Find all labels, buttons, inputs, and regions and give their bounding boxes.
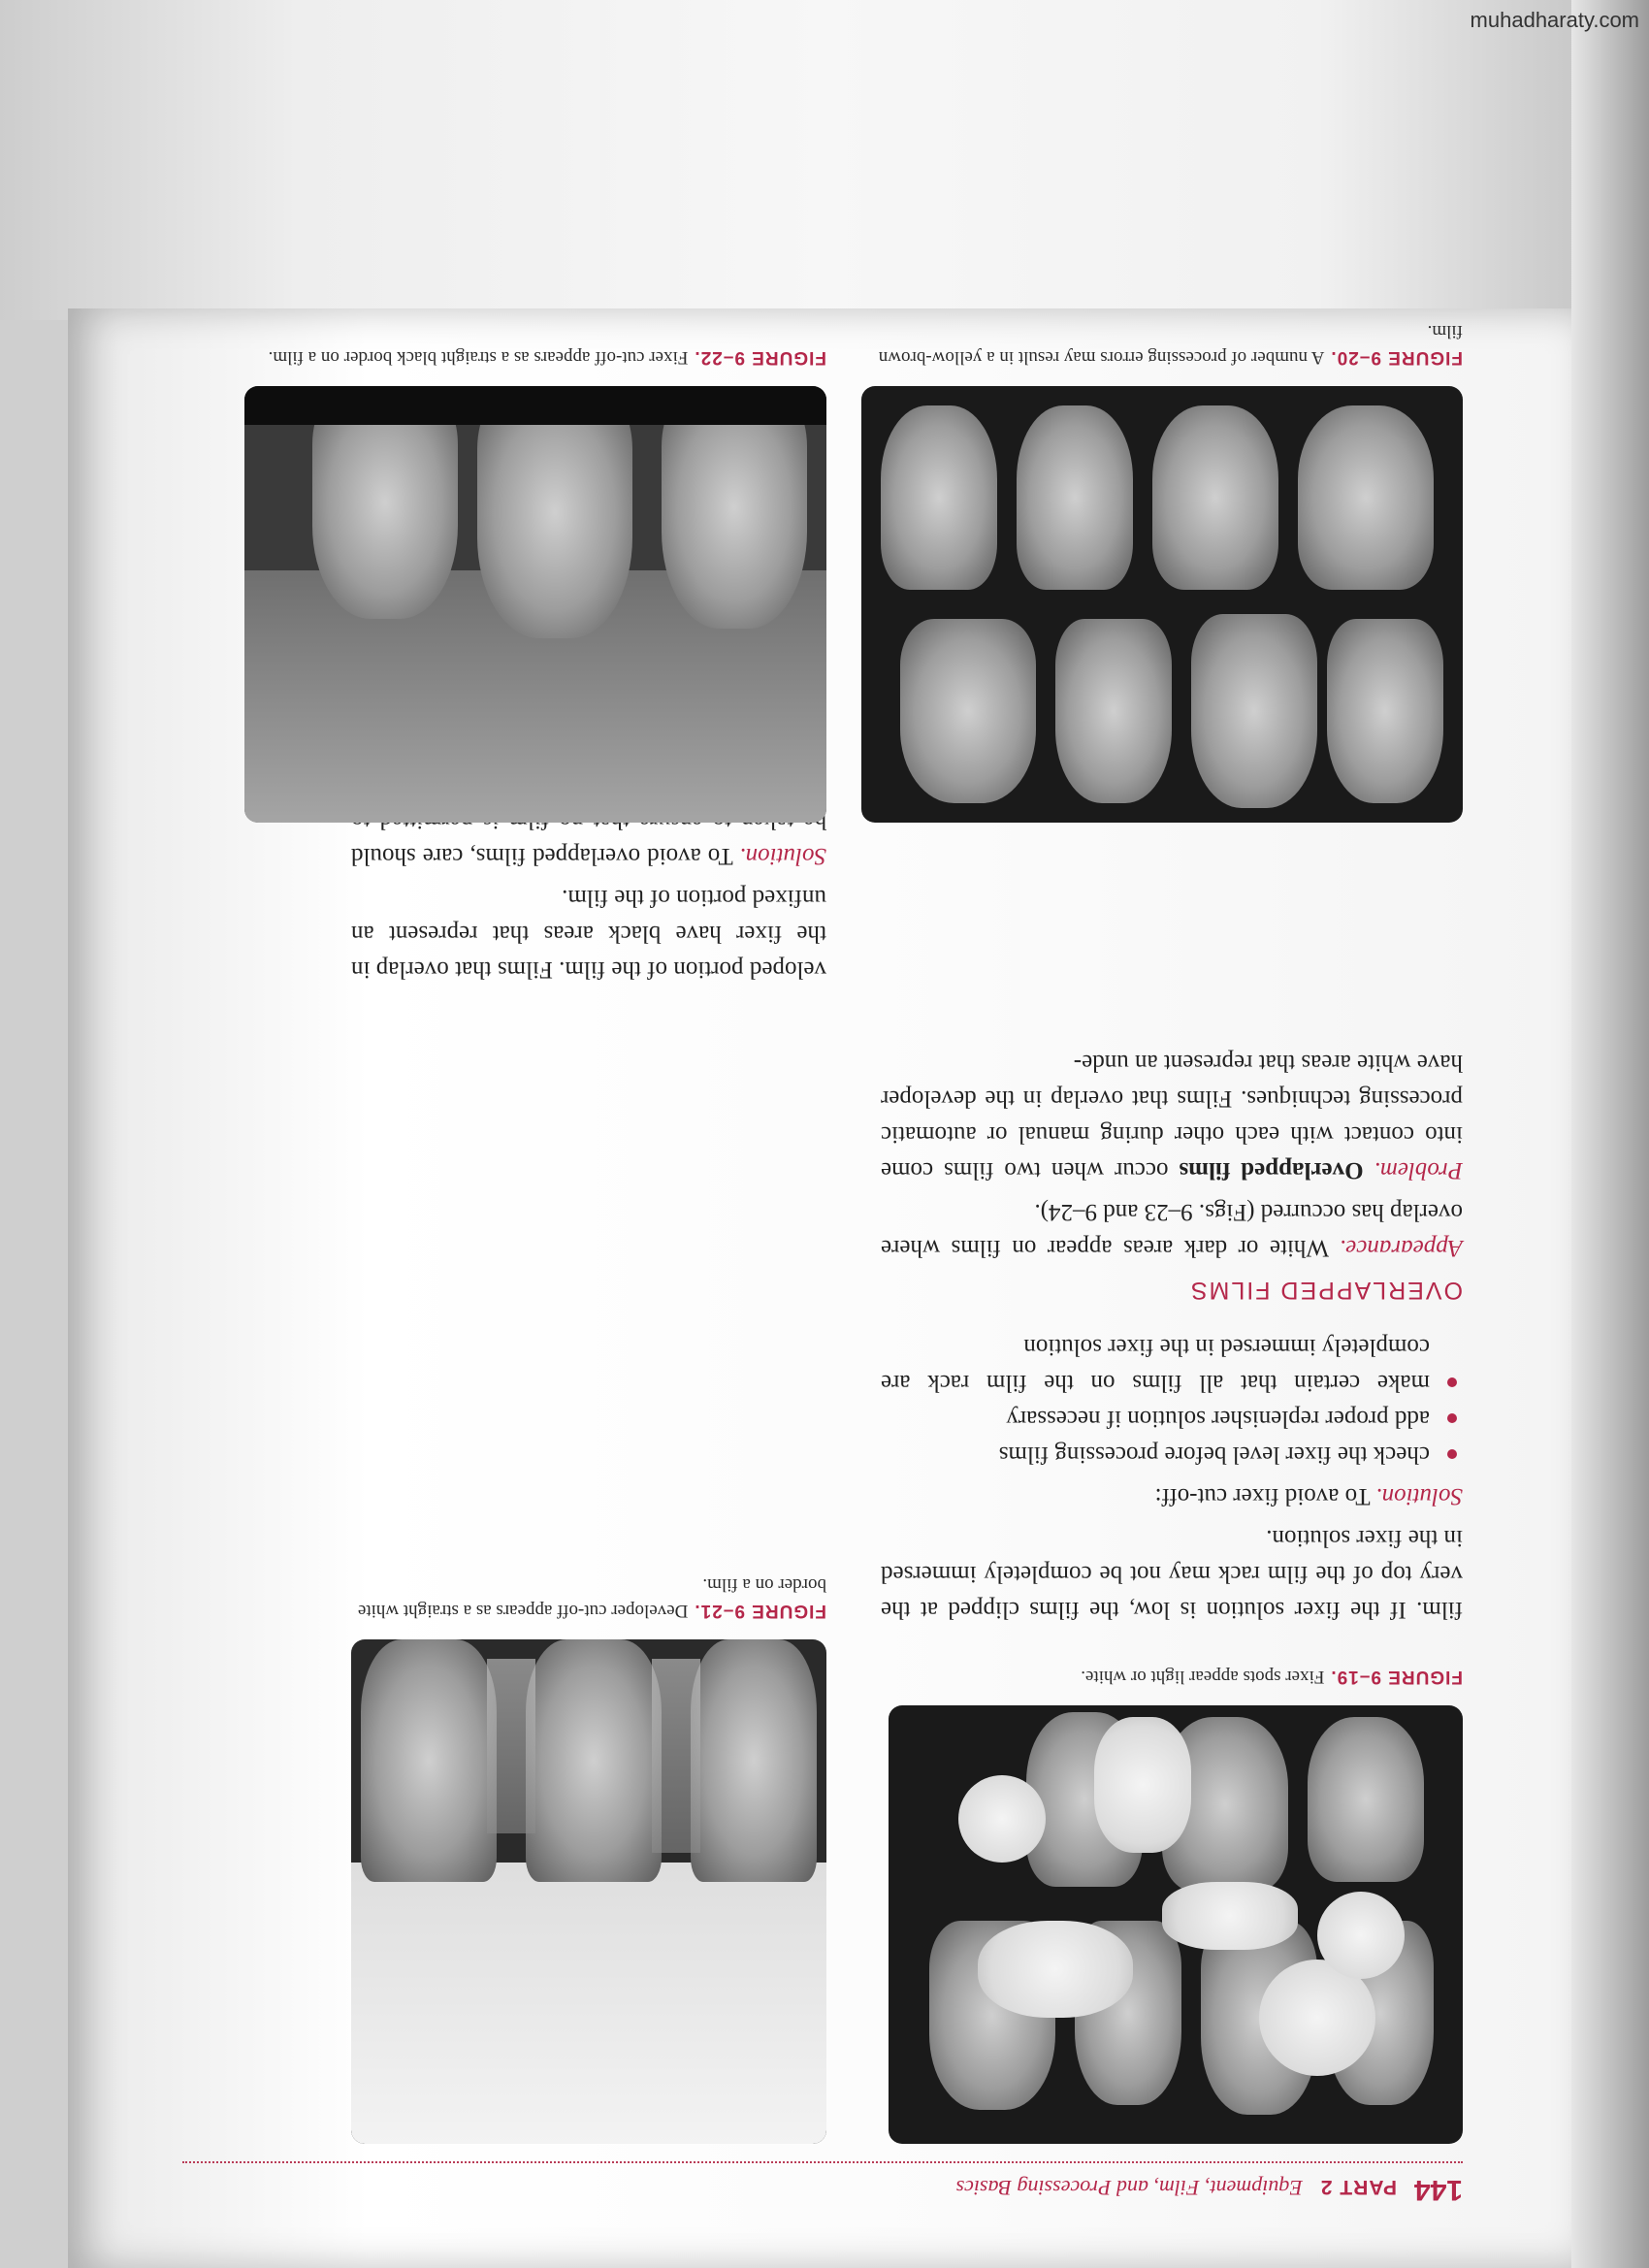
- figure-9-19-caption: [889, 1664, 1463, 1690]
- figure-9-21-image: [351, 1639, 826, 2144]
- caption-text: Fixer cut-off appears as a straight black border on a film.: [268, 347, 689, 368]
- list-item: check the fixer level before processing films: [881, 1437, 1463, 1473]
- paragraph: [881, 1478, 1463, 1514]
- caption-text: Fixer spots appear light or white.: [1081, 1667, 1325, 1687]
- solution-text: To avoid overlapped films, care should: [351, 843, 733, 869]
- problem-bold: Overlapped films: [1179, 1157, 1364, 1183]
- figure-9-20-image: [861, 386, 1463, 823]
- paragraph: film. If the fixer solution is low, the films clipped at the very top of the film rack may not be completely immersed in the fixer solution.: [881, 1525, 1463, 1623]
- paragraph: veloped portion of the film. Films that overlap in the fixer have black areas that represent an unfixed portion of the film.: [351, 885, 826, 983]
- figure-9-22-image: [244, 386, 826, 823]
- part-label: PART 2: [1319, 2176, 1397, 2198]
- term-solution: Solution.: [1375, 1483, 1463, 1509]
- list-item: make certain that all films on the film rack are completely immersed in the fixer solution: [881, 1329, 1463, 1401]
- caption-text: Developer cut-off appears as a straight white border on a film.: [357, 1574, 826, 1621]
- paragraph: [881, 1194, 1463, 1266]
- book-page: [68, 308, 1571, 2268]
- figure-label: FIGURE 9–21.: [694, 1601, 826, 1621]
- figure-9-22-caption: [244, 344, 826, 371]
- paragraph: [881, 1045, 1463, 1188]
- scanner-background: [0, 0, 1649, 320]
- section-heading: OVERLAPPED FILMS: [1188, 1277, 1463, 1304]
- watermark: muhadharaty.com: [1470, 8, 1639, 32]
- appearance-text: White or dark areas appear on films where overlap has occurred (Figs. 9–23 and 9–24).: [881, 1199, 1463, 1261]
- figure-label: FIGURE 9–20.: [1330, 347, 1463, 368]
- caption-text: A number of processing errors may result in a yellow-brown film.: [878, 321, 1463, 368]
- scanner-edge-shadow: [1571, 0, 1649, 2268]
- text-column-left: [881, 1039, 1463, 1628]
- figure-label: FIGURE 9–19.: [1330, 1667, 1463, 1687]
- running-head: [182, 2161, 1463, 2206]
- term-solution: Solution.: [739, 843, 826, 869]
- page-number: 144: [1413, 2174, 1463, 2206]
- part-title: Equipment, Film, and Processing Basics: [955, 2176, 1303, 2200]
- figure-9-19-image: [889, 1705, 1463, 2144]
- figure-9-21-caption: [351, 1571, 826, 1624]
- term-problem: Problem.: [1374, 1157, 1463, 1183]
- bullet-list: [881, 1329, 1463, 1473]
- solution-text: To avoid fixer cut-off:: [1154, 1483, 1371, 1509]
- problem-text: occur when two films come into contact with each other during manual or automatic processing techniques. Films that overlap in the developer have white areas that represent an unde-: [880, 1050, 1463, 1183]
- figure-9-20-caption: [861, 318, 1463, 371]
- term-appearance: Appearance.: [1339, 1235, 1463, 1261]
- list-item: add proper replenisher solution if necessary: [881, 1401, 1463, 1437]
- figure-label: FIGURE 9–22.: [694, 347, 826, 368]
